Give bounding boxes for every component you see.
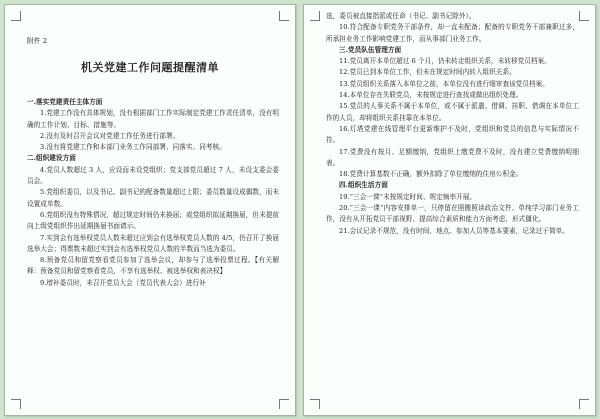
attachment-label: 附件 2 — [27, 37, 48, 45]
list-item: 8.预备党员和留党察看党员参加了选举会议，却参与了选举投票过程。【有关解释：预备党员和留党察看党员，不享有选举权、被选举权和表决权】 — [27, 256, 279, 276]
list-item: 5.党组织委员，以及书记、副书记的配备数量超过上限；委员数量设成偶数，而未设置成单数。 — [27, 188, 279, 208]
crop-mark — [279, 399, 289, 409]
crop-mark — [11, 11, 21, 21]
section-heading: 二.组织建设方面 — [27, 154, 76, 163]
left-page-body — [27, 97, 279, 289]
list-item: 1.党建工作没有具体规划，没有根据部门工作实际制定党建工作责任清单，没有明确的工作计划、目标、措施等。 — [27, 109, 279, 129]
document-page-left — [4, 4, 296, 416]
list-item: 2.没有及时召开会议对党建工作任务进行部署。 — [40, 131, 180, 140]
right-page-body — [326, 11, 579, 237]
crop-mark — [579, 399, 589, 409]
section-heading: 三.党员队伍管理方面 — [339, 45, 402, 54]
list-item: 15.党员的人事关系不属于本单位，或不属于派遣、借调、挂职、借调在本单位工作的人员，却将组织关系挂靠在本单位。 — [326, 102, 579, 122]
list-item: 4.党员人数超过 3 人，应设而未设党组织；党支部党员超过 7 人，未设支委会委员会。 — [27, 165, 279, 186]
list-item: 6.党组织没有特殊情况，超过规定时间仍未换届；或党组织拟延期换届，但未提前向上级党组织作出延期换届书面请示。 — [27, 210, 279, 231]
list-item: 12.党员已到本单位工作，但未在规定时间内转入组织关系。 — [339, 68, 516, 77]
list-item: 14.本单位存在失联党员，未按规定进行查找或做出组织处理。 — [339, 91, 523, 100]
section-heading: 四.组织生活方面 — [339, 181, 388, 190]
list-item: 3.没有将党建工作和本部门业务工作同部署、同落实、同考核。 — [40, 143, 226, 152]
list-item: 16.灯塔党建在线管理平台更新维护不及时，党组织和党员的信息与实际情况不符。 — [326, 124, 579, 145]
list-item: 10.符合配备专职党务干部条件，却一直未配备；配备的专职党务干部兼职过多，所承担业务工作影响党建工作，而从事部门业务工作。 — [326, 23, 579, 43]
document-page-right — [303, 4, 596, 416]
list-item: 7.实到会有选举权党员人数未超过应到会有选举权党员人数的 4/5，仍召开了换届选举大会；得票数未超过实到会有选举权党员人数的半数而当选为委员。 — [27, 233, 279, 253]
list-item: 13.党员组织关系落入本单位之前，本单位没有进行细审查该党员档案。 — [339, 79, 549, 88]
list-item: 20.“三会一课”内容安排单一，只停留在照搬照读政治文件、单纯学习部门业务工作，没有从开拓党员干部视野、提高综合素质和能力方面考虑，形式僵化。 — [326, 204, 579, 224]
crop-mark — [310, 399, 320, 409]
list-item: 9.增补委员时，未召开党员大会（党员代表大会）进行补 — [40, 278, 206, 287]
list-item: 19.“三会一课”未按规定时间、规定频率开展。 — [339, 192, 477, 201]
list-item: 21.会议记录不规范，没有时间、地点、参加人员等基本要素，记录过于简单。 — [339, 226, 569, 235]
list-item: 18.党费计算基数不正确，额外扣除了单位缴纳的住房公积金。 — [339, 170, 523, 179]
list-item: 17.党费没有按月、足额缴纳，党组织上缴党费不及时，没有建立党费缴纳明细表。 — [326, 147, 579, 167]
crop-mark — [279, 11, 289, 21]
crop-mark — [579, 11, 589, 21]
section-heading: 一.落实党建责任主体方面 — [27, 98, 103, 106]
list-item: 11.党员离开本单位超过 6 个月，仍未转走组织关系，未转移党员档案。 — [339, 57, 551, 66]
crop-mark — [11, 399, 21, 409]
document-title: 机关党建工作问题提醒清单 — [81, 61, 219, 74]
list-item: 选，委员被直接指派或任命（书记、副书记除外）。 — [326, 12, 476, 20]
crop-mark — [310, 11, 320, 21]
